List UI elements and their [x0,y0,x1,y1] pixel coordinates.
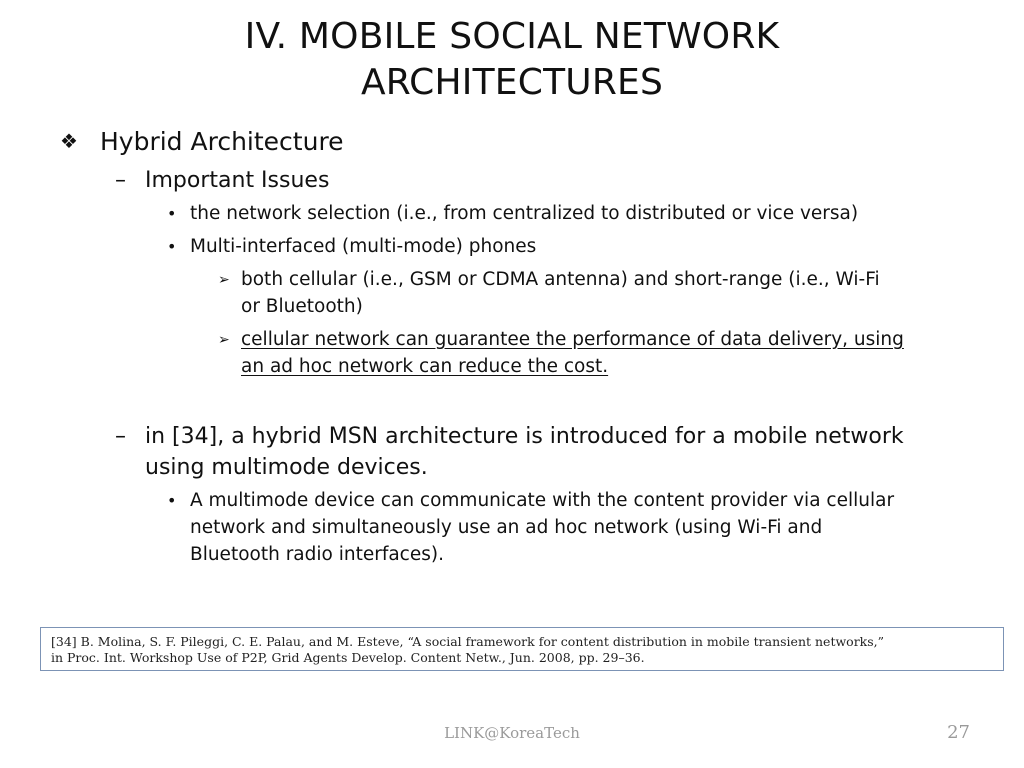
bullet-line-3: Bluetooth radio interfaces). [190,544,444,565]
dash-marker: – [115,424,126,449]
bullet-text: Multi-interfaced (multi-mode) phones [190,236,537,257]
slide-title [0,14,1024,106]
bullet-multimode-device [167,487,895,568]
bullet-line-1: A multimode device can communicate with the content provider via cellular [190,490,895,511]
subheading-line-1: in [34], a hybrid MSN architecture is introduced for a mobile network [145,424,904,449]
title-line-2: ARCHITECTURES [360,62,664,103]
bullet-line-2: network and simultaneously use an ad hoc network (using Wi-Fi and [190,517,823,538]
sub-bullet-line-1: cellular network can guarantee the performance of data delivery, using [241,329,904,350]
bullet-hybrid-architecture [60,124,344,159]
bullet-network-selection [167,200,859,227]
bullet-multi-interfaced [167,233,537,260]
title-line-1: IV. MOBILE SOCIAL NETWORK [244,16,780,57]
bullet-text: Hybrid Architecture [100,127,344,156]
sub-bullet-line-2: an ad hoc network can reduce the cost. [241,356,609,377]
arrow-marker-icon: ➢ [218,272,230,288]
sub-bullet-line-1: both cellular (i.e., GSM or CDMA antenna) and short-range (i.e., Wi-Fi [241,269,880,290]
page-number: 27 [947,722,970,743]
reference-box [40,627,1004,671]
dot-marker: • [167,491,177,510]
reference-line-2: in Proc. Int. Workshop Use of P2P, Grid Agents Develop. Content Netw., Jun. 2008, pp. 29–36. [51,650,645,665]
bullet-text: the network selection (i.e., from centralized to distributed or vice versa) [190,203,859,224]
subheading-important-issues [115,165,330,196]
dash-marker: – [115,168,126,193]
reference-line-1: [34] B. Molina, S. F. Pileggi, C. E. Palau, and M. Esteve, “A social framework for content distribution in mobile transient networks,” [51,634,885,649]
subheading-text: Important Issues [145,168,330,193]
dot-marker: • [167,237,177,256]
sub-bullet-cellular-short-range [218,266,880,320]
subheading-hybrid-msn [115,421,904,483]
sub-bullet-line-2: or Bluetooth) [241,296,363,317]
sub-bullet-cellular-guarantee [218,326,904,380]
diamond-bullet-icon: ❖ [60,129,78,153]
arrow-marker-icon: ➢ [218,332,230,348]
subheading-line-2: using multimode devices. [145,455,428,480]
footer-label: LINK@KoreaTech [444,724,580,742]
dot-marker: • [167,204,177,223]
